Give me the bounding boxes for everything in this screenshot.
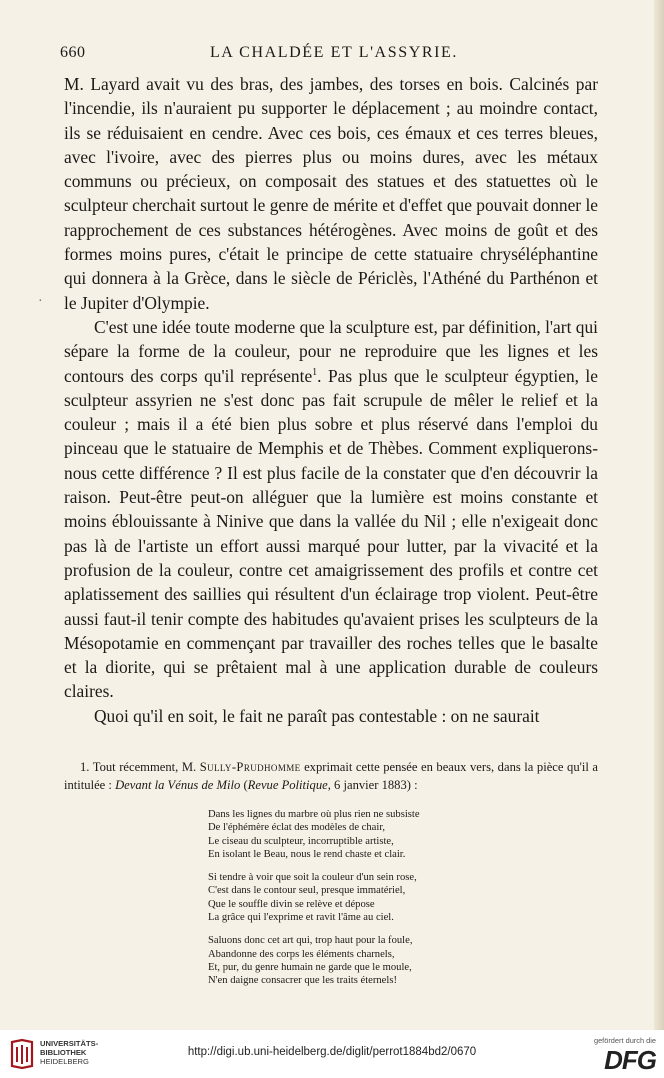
verse-line: Si tendre à voir que soit la couleur d'un sein rose, bbox=[208, 872, 417, 884]
library-name-line-3: HEIDELBERG bbox=[40, 1057, 89, 1066]
poem-stanza-1 bbox=[208, 808, 598, 861]
dfg-logo: DFG bbox=[604, 1045, 656, 1075]
paragraph-2-part-a: C'est une idée toute moderne que la sculpture est, par définition, l'art qui sépare la forme de la couleur, pour ne reproduire que les lignes et les contours des corps qu'il représente bbox=[64, 316, 598, 386]
verse-line: Le ciseau du sculpteur, incorruptible artiste, bbox=[208, 835, 394, 847]
page-edge bbox=[654, 0, 664, 1030]
verse-line: C'est dans le contour seul, presque immatériel, bbox=[208, 885, 406, 897]
footnote-journal-open: ( bbox=[243, 778, 248, 792]
footnote-text-b: exprimait cette pensée en beaux vers, dans la pièce qu'il a intitulée : bbox=[64, 760, 599, 792]
verse-line: Abandonne des corps les éléments charnels, bbox=[208, 948, 395, 960]
poem-stanza-3 bbox=[208, 934, 598, 987]
footnote-journal: Revue Politique bbox=[247, 778, 328, 792]
running-title: LA CHALDÉE ET L'ASSYRIE. bbox=[209, 44, 459, 61]
footnote-number: 1. bbox=[80, 760, 90, 774]
page-number: 660 bbox=[60, 44, 86, 61]
paragraph-2-part-b: . Pas plus que le sculpteur égyptien, le sculpteur assyrien ne s'est donc pas fait scrupule de mêler le relief et la couleur ; mais il a été bien plus sobre et plus réservé dans l'emploi du pinceau que le statuaire de Memphis et de Thèbes. Comment expliquerons-nous cette différence ? Il est plus facile de la constater que d'en découvrir la raison. Peut-être peut-on alléguer que la lumière est moins constante et moins éblouissante à Ninive que dans la vallée du Nil ; elle n'exigeait donc pas là de l'artiste un effort aussi marqué pour lutter, par la vivacité et la profusion de la couleur, contre cet amaigrissement des profils et contre cet aplatissement des saillies qui résultent d'un éclairage trop violent. Peut-être aussi faut-il tenir compte des habitudes qu'avaient prises les sculpteurs de la Mésopotamie en commençant par travailler des roches telles que le basalte et la diorite, qui se prêtaient mal à une application durable de couleurs claires. bbox=[64, 365, 598, 702]
quoted-poem bbox=[208, 808, 598, 988]
footnote-text-a: Tout récemment, M. bbox=[92, 760, 197, 774]
paragraph-1: M. Layard avait vu des bras, des jambes, des torses en bois. Calcinés par l'incendie, ils n'auraient pu supporter le déplacement ; au moindre contact, ils se réduisaient en cendre. Avec ces bois, ces émaux et ces terres bleues, avec l'ivoire, avec des pierres plus ou moins dures, avec les métaux communs ou précieux, on composait des statues et des statuettes où le sculpteur cherchait surtout le genre de mérite et d'effet que pouvait donner le rapprochement de ces substances hétérogènes. Avec moins de goût et des formes moins pures, c'était le principe de cette statuaire chryséléphantine qui donnera à la Grèce, dans le siècle de Périclès, l'Athéné du Parthénon et le Jupiter d'Olympie. bbox=[64, 74, 598, 313]
verse-line: La grâce qui l'exprime et ravit l'âme au ciel. bbox=[208, 912, 394, 924]
verse-line: Saluons donc cet art qui, trop haut pour la foule, bbox=[208, 935, 413, 947]
permalink-url[interactable]: http://digi.ub.uni-heidelberg.de/diglit/perrot1884bd2/0670 bbox=[187, 1046, 477, 1058]
library-name-line-2: BIBLIOTHEK bbox=[40, 1048, 87, 1057]
footnote-journal-rest: , 6 janvier 1883) : bbox=[327, 778, 418, 792]
paragraph-2 bbox=[64, 315, 598, 704]
digitization-footer bbox=[0, 1030, 664, 1078]
footnote-reference[interactable]: 1 bbox=[312, 366, 318, 378]
verse-line: Et, pur, du genre humain ne garde que le moule, bbox=[208, 961, 412, 973]
body-text bbox=[64, 72, 598, 728]
verse-line: Dans les lignes du marbre où plus rien ne subsiste bbox=[208, 809, 420, 820]
footnote bbox=[64, 758, 598, 794]
funded-by-label: gefördert durch die bbox=[593, 1036, 656, 1045]
footnote-author: Sully-Prudhomme bbox=[199, 760, 301, 774]
verse-line: N'en daigne consacrer que les traits éternels! bbox=[208, 975, 397, 987]
margin-mark: · bbox=[38, 294, 43, 309]
footnote-poem-title: Devant la Vénus de Milo bbox=[115, 778, 241, 792]
verse-line: De l'éphémère éclat des modèles de chair, bbox=[208, 822, 386, 834]
verse-line: Que le souffle divin se relève et dépose bbox=[208, 898, 375, 910]
paragraph-3: Quoi qu'il en soit, le fait ne paraît pas contestable : on ne saurait bbox=[94, 705, 540, 726]
poem-stanza-2 bbox=[208, 871, 598, 924]
library-name-line-1: UNIVERSITÄTS- bbox=[40, 1039, 99, 1048]
page-header bbox=[60, 44, 608, 68]
verse-line: En isolant le Beau, nous le rend chaste et clair. bbox=[208, 848, 406, 860]
footnote-area bbox=[64, 758, 598, 998]
